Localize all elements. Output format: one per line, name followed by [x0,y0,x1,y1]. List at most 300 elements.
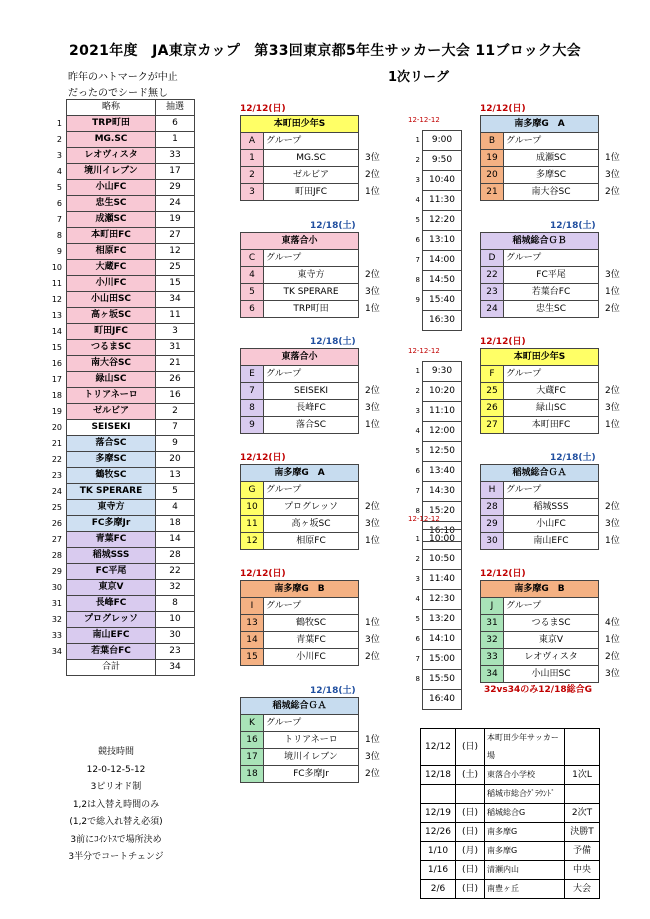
group-team-name: MG.SC [264,150,359,167]
timeblock-index: 9 [415,296,420,304]
team-seed: 10 [156,612,195,628]
row-number: 13 [51,311,62,320]
group-table [480,580,636,683]
group-date: 12/18(土) [310,686,356,696]
timeblock-index: 2 [415,387,420,395]
row-number: 27 [51,535,62,544]
group-venue: 稲城総合ＧＡ [241,698,359,715]
group-team-rank: 1位 [365,187,380,197]
row-number: 20 [51,423,62,432]
group-venue: 南多摩G B [241,581,359,598]
timeblock-time: 16:40 [423,690,462,710]
rules-block [56,744,176,867]
team-seed: 28 [156,548,195,564]
group-table [240,580,396,666]
group-row [241,301,396,318]
table-row [40,228,195,244]
schedule-date: 2/6 [421,880,456,899]
team-seed: 16 [156,388,195,404]
team-name: ゼルビア [67,404,156,420]
table-row [40,436,195,452]
group-venue: 本町田少年S [241,116,359,133]
spacer [599,349,636,366]
timeblock-row [408,670,462,690]
team-name: SEISEKI [67,420,156,436]
group-team-name: 大蔵FC [504,383,599,400]
timeblock-index: 3 [415,176,420,184]
schedule-venue: 稲城総合G [485,804,565,823]
timeblock-time: 9:30 [423,362,462,382]
schedule-row [421,842,600,861]
group-row [481,499,636,516]
group-team-rank: 3位 [605,669,620,679]
group-table [480,348,636,434]
group-team-number: 17 [241,749,264,766]
group-team-number: 20 [481,167,504,184]
schedule-venue: 本町田少年サッカー場 [485,729,565,766]
note-line-2: だったのでシード無し [68,88,168,99]
timeblock-index: 3 [415,407,420,415]
timeblock-time: 16:30 [423,311,462,331]
schedule-date: 1/16 [421,861,456,880]
group-team-number: 10 [241,499,264,516]
row-number: 6 [56,199,62,208]
group-date: 12/12(日) [480,104,526,114]
team-name: MG.SC [67,132,156,148]
group-team-number: 3 [241,184,264,201]
schedule-venue: 東落合小学校 [485,766,565,785]
team-name: 小川FC [67,276,156,292]
table-row [40,148,195,164]
team-name: 南大谷SC [67,356,156,372]
group-venue: 本町田少年S [481,349,599,366]
team-seed: 14 [156,532,195,548]
timeblock-row [408,402,462,422]
row-number: 3 [56,151,62,160]
table-row [40,372,195,388]
group-team-rank: 1位 [365,536,380,546]
group-team-name: TK SPERARE [264,284,359,301]
group-row [241,499,396,516]
team-name: FC多摩Jr [67,516,156,532]
group-team-number: 16 [241,732,264,749]
group-team-name: FC多摩Jr [264,766,359,783]
timeblock-index: 6 [415,635,420,643]
team-name: レオヴィスタ [67,148,156,164]
team-name: 稲城SSS [67,548,156,564]
timeblock-row [408,462,462,482]
group-label: グループ [264,482,359,499]
group-team-number: 6 [241,301,264,318]
timeblock-row [408,382,462,402]
group-letter: D [481,250,504,267]
table-row [40,292,195,308]
team-name: FC平尾 [67,564,156,580]
group-date: 12/12(日) [480,569,526,579]
team-name: 境川イレブン [67,164,156,180]
group-team-number: 31 [481,615,504,632]
table-row [40,196,195,212]
row-number: 4 [56,167,62,176]
group-row [241,749,396,766]
group-team-rank: 2位 [605,386,620,396]
spacer [359,233,396,250]
team-name: TRP町田 [67,116,156,132]
note-line-1: 昨年のハトマークが中止 [68,72,178,83]
group-team-name: 境川イレブン [264,749,359,766]
schedule-row [421,804,600,823]
group-table [480,232,636,318]
group-venue: 南多摩G A [241,465,359,482]
row-number: 16 [51,359,62,368]
schedule-stage: 大会 [565,880,600,899]
spacer [599,133,636,150]
group-team-number: 15 [241,649,264,666]
row-number: 10 [51,263,62,272]
group-venue: 稲城総合ＧＡ [481,465,599,482]
table-row [40,548,195,564]
rule-line: 競技時間 [97,747,134,757]
team-seed: 12 [156,244,195,260]
group-team-rank: 3位 [365,287,380,297]
spacer [359,116,396,133]
timeblock-time: 15:00 [423,650,462,670]
group-team-rank: 2位 [365,386,380,396]
team-name: 高ヶ坂SC [67,308,156,324]
table-row [40,564,195,580]
spacer [359,250,396,267]
group-team-name: 成瀬SC [504,150,599,167]
table-row [40,596,195,612]
group-team-name: SEISEKI [264,383,359,400]
group-label: グループ [504,598,599,615]
timeblock-index: 7 [415,487,420,495]
spacer [599,116,636,133]
spacer [599,598,636,615]
group-team-rank: 3位 [365,635,380,645]
team-name: 南山EFC [67,628,156,644]
table-row [40,164,195,180]
schedule-date: 12/19 [421,804,456,823]
schedule-table [420,728,600,899]
timeblock-table [408,529,462,710]
timeblock-index: 7 [415,256,420,264]
group-label: グループ [504,250,599,267]
team-name: 若葉台FC [67,644,156,660]
schedule-row [421,785,600,804]
timeblock-index: 2 [415,156,420,164]
spacer [359,598,396,615]
group-team-rank: 2位 [365,170,380,180]
timeblock-row [408,211,462,231]
timeblock-head: 12-12-12 [408,347,440,355]
timeblock-row [408,311,462,331]
group-team-number: 11 [241,516,264,533]
team-seed: 33 [156,148,195,164]
row-number: 30 [51,583,62,592]
group-team-rank: 3位 [605,170,620,180]
table-row [40,180,195,196]
group-label: グループ [504,366,599,383]
schedule-venue: 清瀬内山 [485,861,565,880]
group-label: グループ [264,598,359,615]
group-team-rank: 3位 [605,270,620,280]
row-number: 32 [51,615,62,624]
rule-line: 3前にｺｲﾝﾄｽで場所決め [70,834,162,845]
group-team-name: 稲城SSS [504,499,599,516]
table-row [40,212,195,228]
table-row [40,628,195,644]
group-team-rank: 1位 [605,287,620,297]
team-name: 小山田SC [67,292,156,308]
schedule-date [421,785,456,804]
team-name: 成瀬SC [67,212,156,228]
group-team-name: ゼルビア [264,167,359,184]
timeblock-index: 6 [415,467,420,475]
table-row [40,532,195,548]
group-row [241,184,396,201]
team-seed: 2 [156,404,195,420]
group-label: グループ [264,366,359,383]
group-team-number: 2 [241,167,264,184]
group-team-name: つるまSC [504,615,599,632]
page-subtitle: 1次リーグ [388,70,450,85]
timeblock-time: 15:50 [423,670,462,690]
group-table [240,232,396,318]
group-row [481,615,636,632]
timeblock-index: 3 [415,575,420,583]
group-team-name: 小川FC [264,649,359,666]
timeblock-row [408,291,462,311]
team-seed: 15 [156,276,195,292]
group-row [481,649,636,666]
group-row [241,516,396,533]
timeblock-index: 1 [415,367,420,375]
group-team-name: 相原FC [264,533,359,550]
timeblock-time: 13:40 [423,462,462,482]
timeblock-row [408,570,462,590]
timeblock-time: 10:00 [423,530,462,550]
group-team-rank: 1位 [605,420,620,430]
spacer [359,482,396,499]
team-name: 緑山SC [67,372,156,388]
schedule-stage [565,785,600,804]
group-team-number: 21 [481,184,504,201]
row-number: 28 [51,551,62,560]
group-row [481,167,636,184]
group-team-rank: 2位 [365,652,380,662]
group-team-rank: 3位 [365,752,380,762]
group-date: 12/12(日) [240,569,286,579]
team-name: 落合SC [67,436,156,452]
group-team-number: 19 [481,150,504,167]
spacer [359,366,396,383]
spacer [599,482,636,499]
timeblock-time: 10:20 [423,382,462,402]
schedule-row [421,861,600,880]
timeblock-index [408,311,423,331]
group-team-name: 若葉台FC [504,284,599,301]
group-team-rank: 3位 [605,403,620,413]
group-team-number: 14 [241,632,264,649]
group-row [481,267,636,284]
group-team-number: 24 [481,301,504,318]
schedule-venue: 南多摩G [485,823,565,842]
timeblock-time: 10:40 [423,171,462,191]
schedule-row [421,880,600,899]
row-number: 23 [51,471,62,480]
table-row [40,276,195,292]
timeblock-row [408,191,462,211]
group-row [241,766,396,783]
table-row [40,308,195,324]
timeblock-row [408,362,462,382]
group-team-number: 26 [481,400,504,417]
team-seed: 13 [156,468,195,484]
group-date: 12/12(日) [480,337,526,347]
group-row [241,649,396,666]
schedule-date: 12/12 [421,729,456,766]
spacer [359,698,396,715]
group-letter: F [481,366,504,383]
spacer [359,465,396,482]
row-number: 17 [51,375,62,384]
group-letter: J [481,598,504,615]
timeblock-time: 12:00 [423,422,462,442]
row-number: 31 [51,599,62,608]
table-row [40,340,195,356]
team-name: 青葉FC [67,532,156,548]
group-team-rank: 2位 [605,304,620,314]
group-date: 12/12(日) [240,453,286,463]
group-row [241,167,396,184]
group-row [241,150,396,167]
timeblock-time: 13:10 [423,231,462,251]
timeblock-time: 15:40 [423,291,462,311]
timeblock-row [408,590,462,610]
schedule-date: 1/10 [421,842,456,861]
timeblock-time: 11:10 [423,402,462,422]
timeblock-row [408,610,462,630]
schedule-dow: (日) [456,729,485,766]
group-label: グループ [504,482,599,499]
schedule-dow: (日) [456,804,485,823]
group-letter: K [241,715,264,732]
group-team-number: 8 [241,400,264,417]
group-team-number: 32 [481,632,504,649]
schedule-dow: (土) [456,766,485,785]
group-team-name: 町田JFC [264,184,359,201]
timeblock-head: 12-12-12 [408,515,440,523]
group-row [481,301,636,318]
group-team-name: 南山EFC [504,533,599,550]
team-name: 多摩SC [67,452,156,468]
table-row [40,420,195,436]
schedule-stage: 予備 [565,842,600,861]
schedule-stage: 2次T [565,804,600,823]
team-seed: 7 [156,420,195,436]
group-team-name: 東寺方 [264,267,359,284]
row-number: 19 [51,407,62,416]
rule-line: 3ピリオド制 [90,782,142,792]
group-team-name: トリアネーロ [264,732,359,749]
table-row [40,468,195,484]
group-team-rank: 2位 [605,652,620,662]
group-table [240,697,396,783]
row-number: 24 [51,487,62,496]
group-row [241,533,396,550]
group-team-name: 長峰FC [264,400,359,417]
row-number: 11 [51,279,62,288]
group-venue: 稲城総合ＧＢ [481,233,599,250]
timeblock-row [408,171,462,191]
timeblock-row [408,530,462,550]
timeblock-index: 7 [415,655,420,663]
group-team-number: 9 [241,417,264,434]
group-row [241,417,396,434]
team-seed: 17 [156,164,195,180]
spacer [359,715,396,732]
timeblock-index: 5 [415,615,420,623]
schedule-date: 12/18 [421,766,456,785]
group-team-rank: 3位 [365,519,380,529]
group-team-rank: 2位 [605,502,620,512]
group-team-name: 鶴牧SC [264,615,359,632]
group-team-number: 29 [481,516,504,533]
group-team-rank: 1位 [365,735,380,745]
rule-line: 3半分でコートチェンジ [68,852,164,862]
schedule-row [421,766,600,785]
schedule-venue: 稲城市総合ｸﾞﾗｳﾝﾄﾞ [485,785,565,804]
team-name: 長峰FC [67,596,156,612]
group-letter: H [481,482,504,499]
group-row [481,516,636,533]
table-row [40,388,195,404]
team-seed: 1 [156,132,195,148]
group-team-number: 28 [481,499,504,516]
team-seed: 23 [156,644,195,660]
team-seed: 4 [156,500,195,516]
group-team-rank: 4位 [605,618,620,628]
group-team-rank: 2位 [365,502,380,512]
group-row [481,632,636,649]
spacer [599,250,636,267]
row-number: 33 [51,631,62,640]
team-name: 町田JFC [67,324,156,340]
team-seed: 3 [156,324,195,340]
team-name: プログレッソ [67,612,156,628]
group-team-number: 12 [241,533,264,550]
group-row [481,400,636,417]
group-team-number: 30 [481,533,504,550]
group-team-number: 13 [241,615,264,632]
group-team-name: 小山FC [504,516,599,533]
table-row [40,356,195,372]
team-seed: 9 [156,436,195,452]
timeblock-row [408,131,462,151]
group-letter: C [241,250,264,267]
table-row [40,324,195,340]
table-row [40,644,195,660]
timeblock-time: 14:30 [423,482,462,502]
timeblock-time: 10:50 [423,550,462,570]
table-row [40,516,195,532]
group-team-rank: 1位 [605,153,620,163]
table-row [40,612,195,628]
table-row [40,500,195,516]
timeblock-time: 12:30 [423,590,462,610]
spacer [599,233,636,250]
